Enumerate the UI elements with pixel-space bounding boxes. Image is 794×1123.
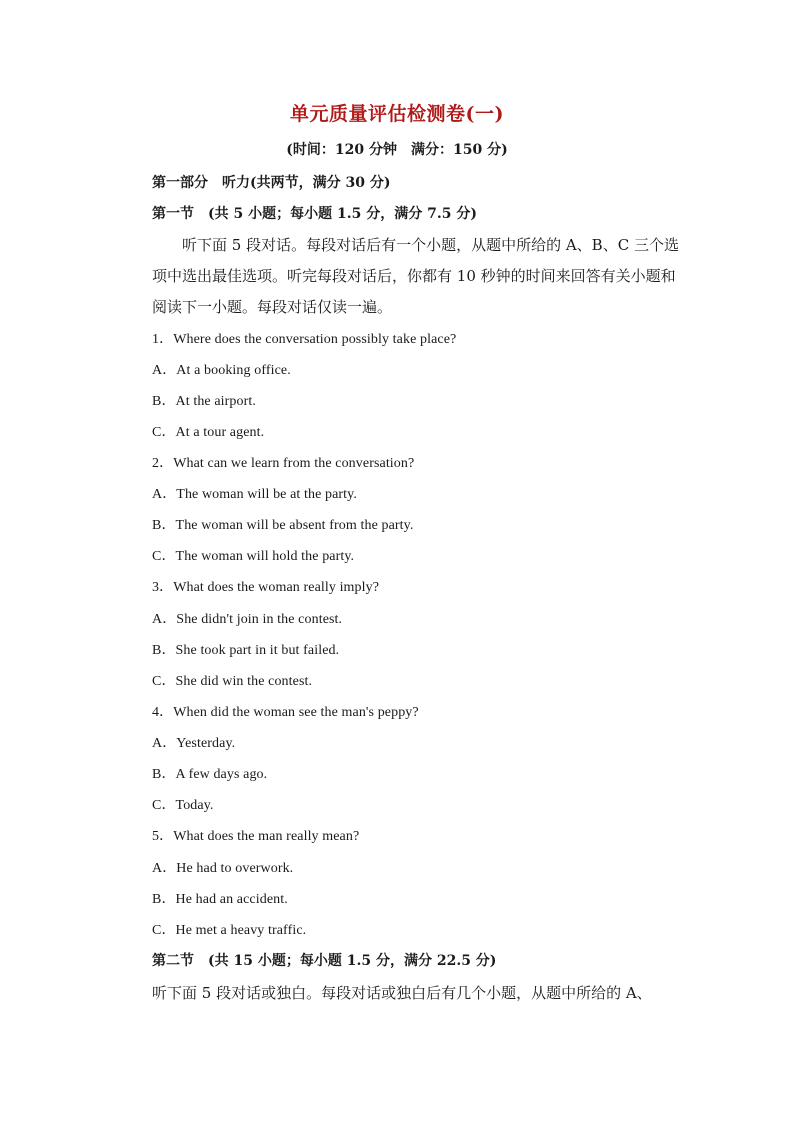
answer-option: A．He had to overwork. [152, 861, 294, 876]
part1-heading: 第一部分 听力(共两节，满分 30 分) [152, 175, 391, 191]
section2-instructions: 听下面 5 段对话或独白。每段对话或独白后有几个小题，从题中所给的 A、 [152, 984, 652, 1002]
section1-instructions-line-2: 项中选出最佳选项。听完每段对话后，你都有 10 秒钟的时间来回答有关小题和 [152, 267, 676, 285]
section1-heading: 第一节 (共 5 小题；每小题 1.5 分，满分 7.5 分) [152, 206, 477, 222]
question-stem: 4．When did the woman see the man's peppy? [152, 705, 419, 720]
question-stem: 3．What does the woman really imply? [152, 580, 380, 595]
answer-option: B．The woman will be absent from the party. [152, 518, 414, 533]
answer-option: B．She took part in it but failed. [152, 643, 340, 658]
answer-option: C．Today. [152, 798, 214, 813]
section1-instructions-line-3: 阅读下一小题。每段对话仅读一遍。 [152, 298, 393, 316]
answer-option: A．At a booking office. [152, 363, 291, 378]
answer-option: A．The woman will be at the party. [152, 487, 357, 502]
section2-heading: 第二节 (共 15 小题；每小题 1.5 分，满分 22.5 分) [152, 953, 497, 969]
answer-option: B．At the airport. [152, 394, 256, 409]
answer-option: C．She did win the contest. [152, 674, 313, 689]
answer-option: C．The woman will hold the party. [152, 549, 355, 564]
answer-option: C．At a tour agent. [152, 425, 265, 440]
section1-instructions-line-1: 听下面 5 段对话。每段对话后有一个小题，从题中所给的 A、B、C 三个选 [152, 236, 679, 254]
document-title: 单元质量评估检测卷(一) [290, 103, 504, 125]
answer-option: A．She didn't join in the contest. [152, 612, 343, 627]
question-stem: 2．What can we learn from the conversation? [152, 456, 415, 471]
question-stem: 1．Where does the conversation possibly take place? [152, 332, 457, 347]
document-subtitle: (时间：120 分钟 满分：150 分) [286, 142, 508, 158]
answer-option: A．Yesterday. [152, 736, 236, 751]
answer-option: B．A few days ago. [152, 767, 268, 782]
answer-option: C．He met a heavy traffic. [152, 923, 307, 938]
answer-option: B．He had an accident. [152, 892, 288, 907]
question-stem: 5．What does the man really mean? [152, 829, 360, 844]
